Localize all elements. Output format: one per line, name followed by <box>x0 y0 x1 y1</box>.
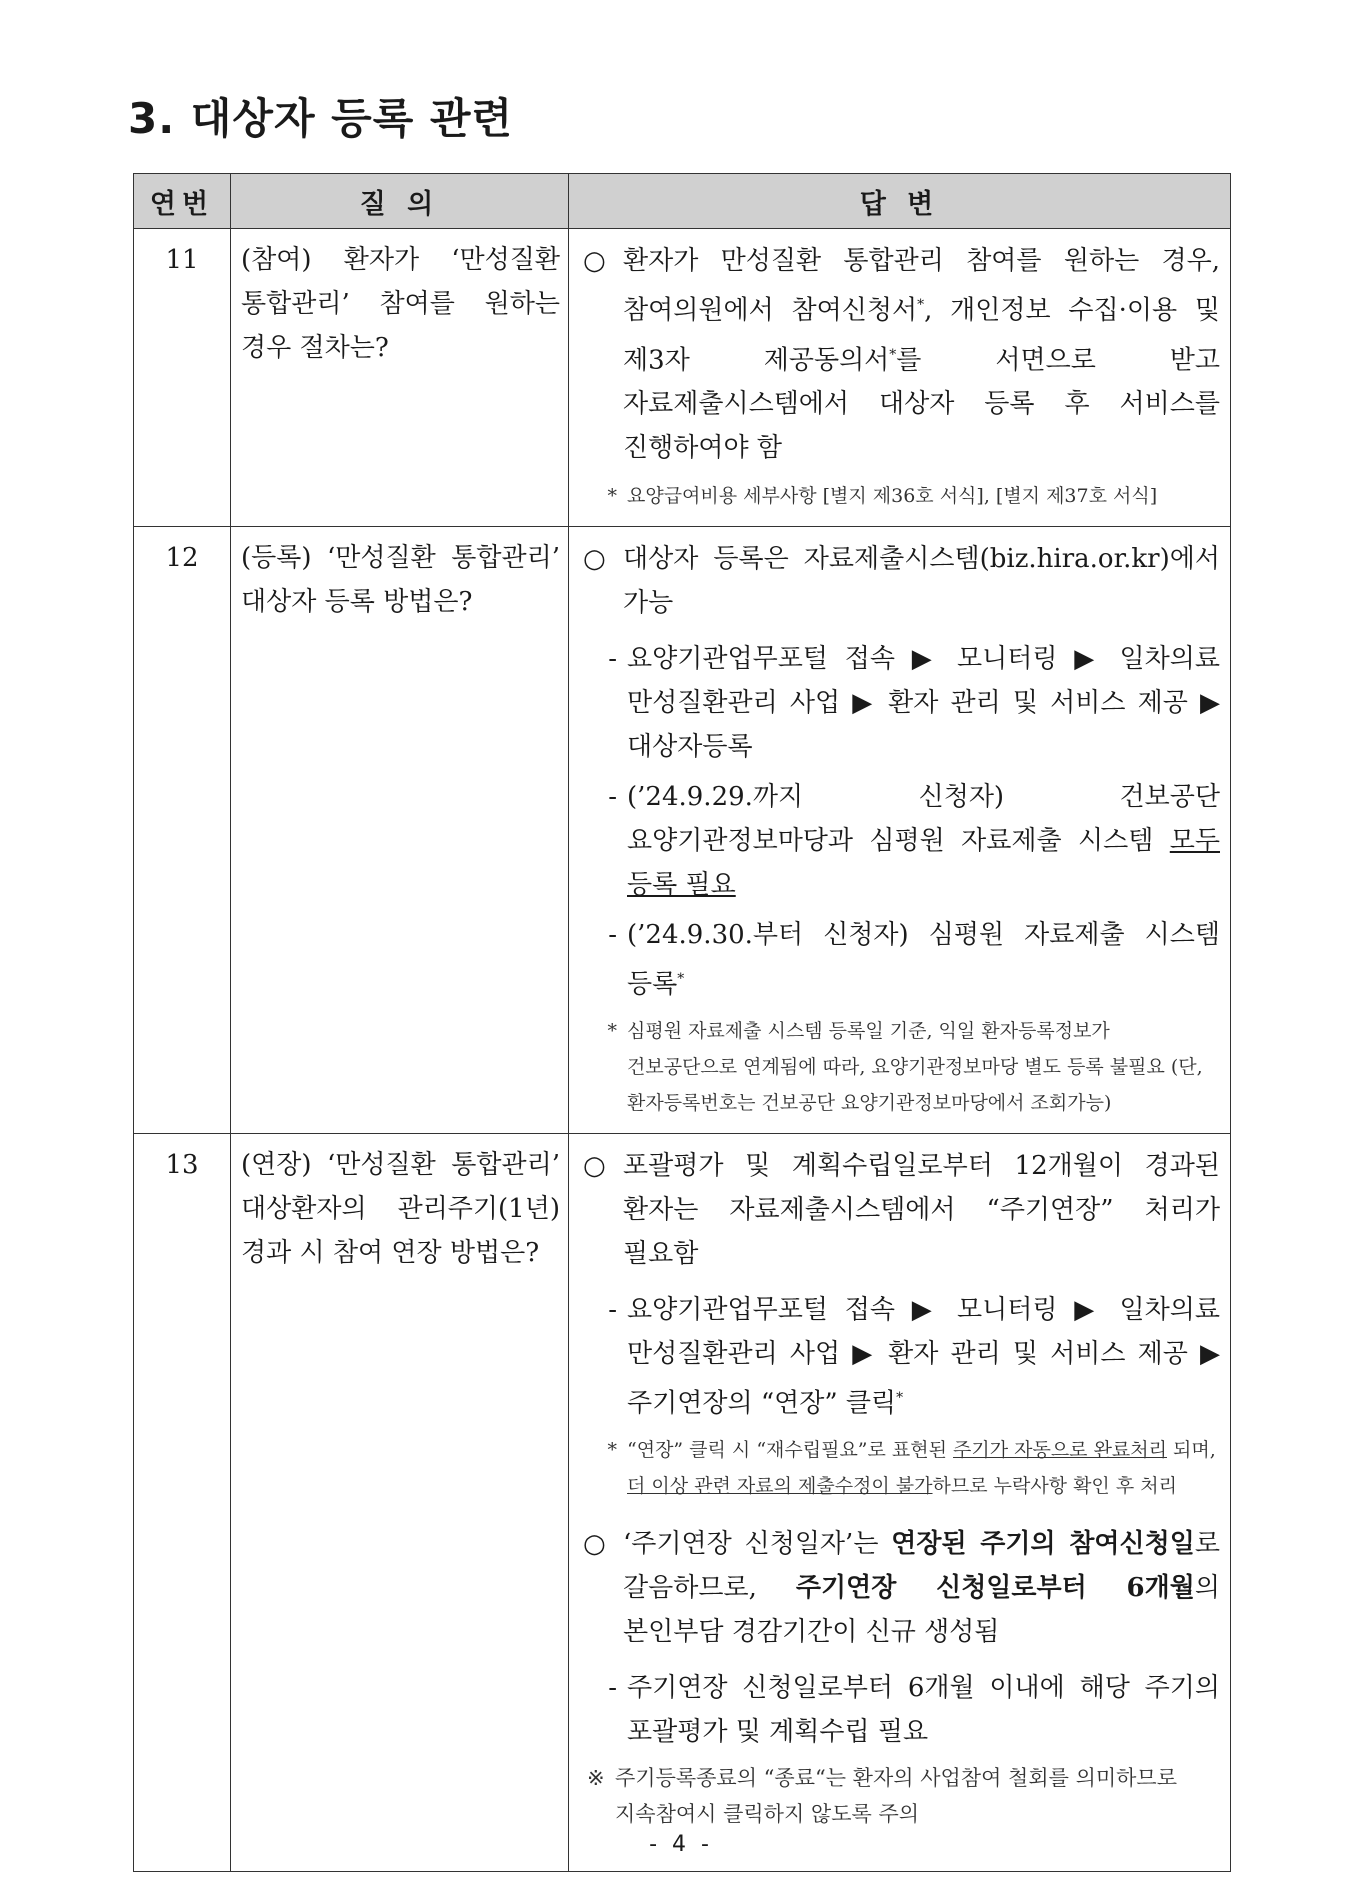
bullet-circle: ○ <box>583 544 606 575</box>
footnote-text: “연장” 클릭 시 “재수립필요”로 표현된 주기가 자동으로 완료처리 되며, 더 이상 관련 자료의 제출수정이 불가하므로 누락사항 확인 후 처리 <box>627 1438 1216 1497</box>
answer-subitem <box>579 637 1220 769</box>
reference-text: 주기등록종료의 “종료“는 환자의 사업참여 철회를 의미하므로 지속참여시 클릭하지 않도록 주의 <box>615 1765 1177 1826</box>
table-row <box>134 1133 1231 1871</box>
answer-point <box>579 239 1220 470</box>
qa-table <box>133 173 1231 1872</box>
dash-mark: - <box>608 1294 617 1325</box>
answer-cell <box>569 1133 1231 1871</box>
page-title: 3. 대상자 등록 관련 <box>128 94 514 143</box>
footnote-text: 요양급여비용 세부사항 [별지 제36호 서식], [별지 제37호 서식] <box>627 485 1158 508</box>
footnote <box>579 1432 1220 1504</box>
bullet-circle: ○ <box>583 246 606 276</box>
dash-mark: - <box>608 644 617 675</box>
dash-mark: - <box>608 1672 617 1703</box>
answer-point <box>579 537 1220 625</box>
footnote-mark: * <box>607 1019 617 1042</box>
reference-mark: ※ <box>587 1765 605 1790</box>
row-number: 11 <box>134 229 231 527</box>
row-number: 12 <box>134 527 231 1134</box>
question-cell: (참여) 환자가 ‘만성질환 통합관리’ 참여를 원하는 경우 절차는? <box>231 229 569 527</box>
question-cell: (연장) ‘만성질환 통합관리’ 대상환자의 관리주기(1년) 경과 시 참여 연장 방법은? <box>231 1133 569 1871</box>
answer-subitem <box>579 913 1220 1007</box>
answer-text: 환자가 만성질환 통합관리 참여를 원하는 경우, 참여의원에서 참여신청서*, 개인정보 수집·이용 및 제3자 제공동의서*를 서면으로 받고 자료제출시스템에서 대상자 등록 후 서비스를 진행하여야 함 <box>623 246 1220 464</box>
dash-mark: - <box>608 782 617 813</box>
answer-point <box>579 1522 1220 1654</box>
answer-text: ‘주기연장 신청일자’는 연장된 주기의 참여신청일로 갈음하므로, 주기연장 신청일로부터 6개월의 본인부담 경감기간이 신규 생성됨 <box>623 1528 1220 1647</box>
footnote <box>579 478 1220 514</box>
table-row <box>134 229 1231 527</box>
subitem-text: (’24.9.29.까지 신청자) 건보공단 요양기관정보마당과 심평원 자료제출 시스템 모두 등록 필요 <box>627 782 1220 901</box>
answer-subitem <box>579 775 1220 907</box>
subitem-text: 요양기관업무포털 접속 ▶ 모니터링 ▶ 일차의료 만성질환관리 사업 ▶ 환자 관리 및 서비스 제공 ▶ 주기연장의 “연장” 클릭* <box>627 1294 1220 1419</box>
answer-text: 대상자 등록은 자료제출시스템(biz.hira.or.kr)에서 가능 <box>623 544 1220 619</box>
answer-text: 포괄평가 및 계획수립일로부터 12개월이 경과된 환자는 자료제출시스템에서 “주기연장” 처리가 필요함 <box>623 1150 1220 1269</box>
question-cell: (등록) ‘만성질환 통합관리’ 대상자 등록 방법은? <box>231 527 569 1134</box>
footnote <box>579 1013 1220 1121</box>
answer-point <box>579 1144 1220 1276</box>
reference-note <box>579 1760 1220 1832</box>
subitem-text: 주기연장 신청일로부터 6개월 이내에 해당 주기의 포괄평가 및 계획수립 필요 <box>627 1672 1220 1747</box>
answer-cell <box>569 527 1231 1134</box>
answer-cell <box>569 229 1231 527</box>
header-answer: 답 변 <box>569 174 1231 229</box>
bullet-circle: ○ <box>583 1150 606 1181</box>
subitem-text: 요양기관업무포털 접속 ▶ 모니터링 ▶ 일차의료 만성질환관리 사업 ▶ 환자 관리 및 서비스 제공 ▶ 대상자등록 <box>627 644 1220 763</box>
footnote-text: 심평원 자료제출 시스템 등록일 기준, 익일 환자등록정보가 건보공단으로 연계됨에 따라, 요양기관정보마당 별도 등록 불필요 (단, 환자등록번호는 건보공단 요양기관정보마당에서 조회가능) <box>627 1019 1203 1114</box>
answer-subitem <box>579 1288 1220 1426</box>
subitem-text: (’24.9.30.부터 신청자) 심평원 자료제출 시스템 등록* <box>627 920 1220 1000</box>
table-row <box>134 527 1231 1134</box>
header-num: 연번 <box>134 174 231 229</box>
dash-mark: - <box>608 920 617 951</box>
row-number: 13 <box>134 1133 231 1871</box>
footnote-mark: * <box>607 485 617 508</box>
header-question: 질 의 <box>231 174 569 229</box>
table-header-row <box>134 174 1231 229</box>
answer-subitem <box>579 1666 1220 1754</box>
bullet-circle: ○ <box>583 1528 606 1559</box>
footnote-mark: * <box>607 1438 617 1461</box>
page-number: - 4 - <box>649 1832 713 1857</box>
